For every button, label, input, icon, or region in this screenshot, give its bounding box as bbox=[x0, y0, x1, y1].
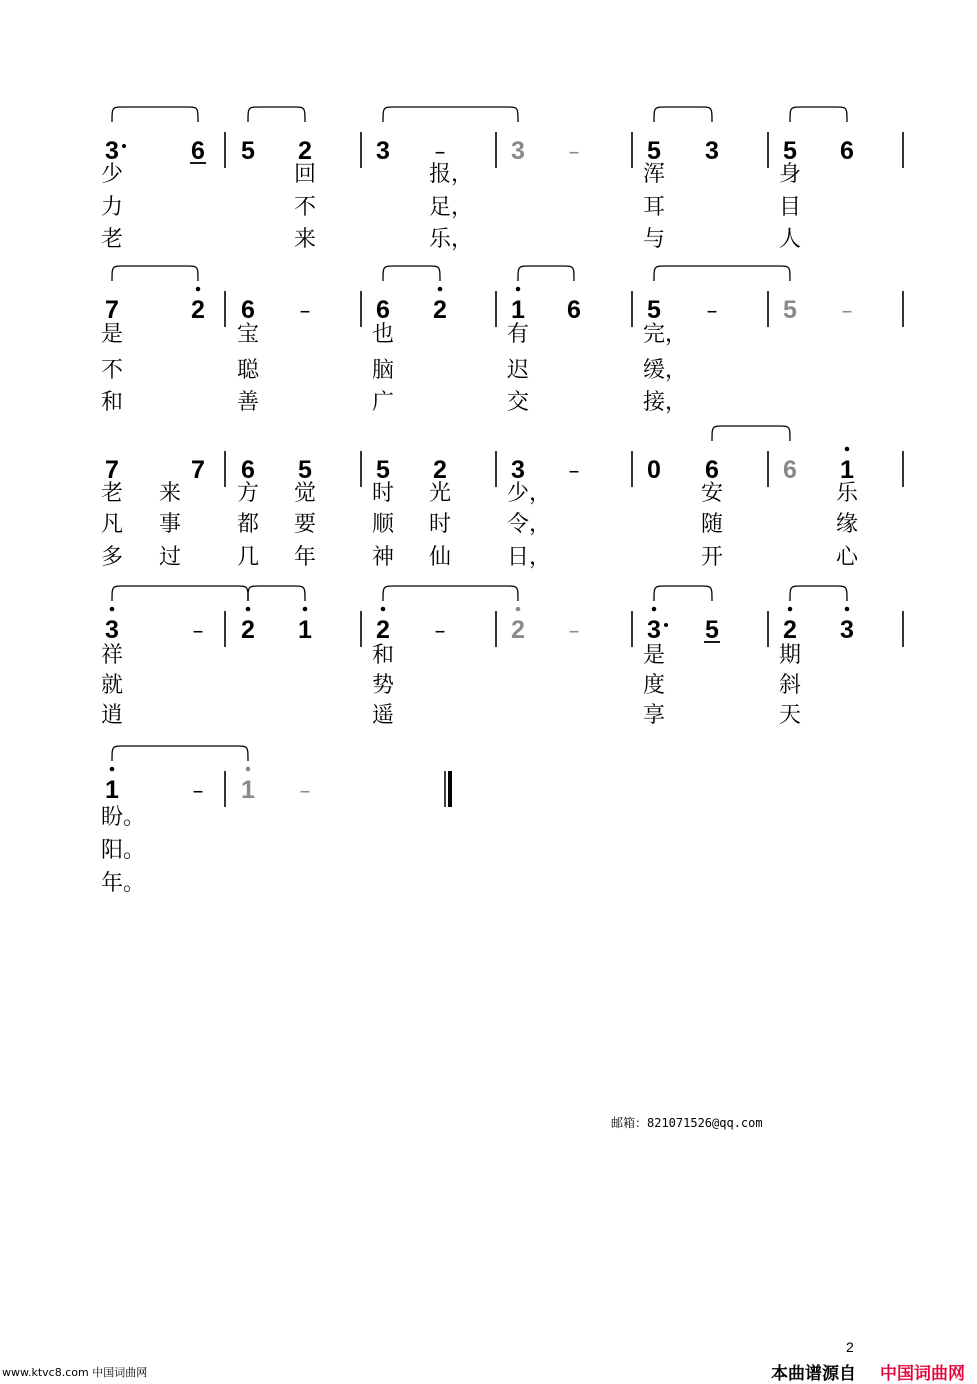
sustain-dash: – bbox=[434, 140, 446, 165]
lyric-char: 天 bbox=[779, 703, 802, 728]
sustain-dash: – bbox=[192, 619, 204, 644]
lyric-char: 报， bbox=[429, 162, 474, 187]
lyric-char: 交 bbox=[507, 390, 530, 415]
lyric-char: 和 bbox=[101, 390, 124, 415]
note: 7 bbox=[105, 456, 119, 484]
lyric-char: 也 bbox=[372, 322, 395, 347]
lyric-char: 逍 bbox=[101, 703, 124, 728]
note: 6 bbox=[783, 456, 797, 484]
note: 3 bbox=[511, 137, 525, 165]
note: 6 bbox=[705, 456, 719, 484]
lyric-char: 脑 bbox=[372, 358, 395, 383]
note: 2 bbox=[433, 456, 447, 484]
watermark-source: 本曲谱源自 bbox=[771, 1364, 856, 1384]
lyric-char: 缘 bbox=[836, 512, 859, 537]
slur bbox=[248, 586, 305, 601]
lyric-char: 善 bbox=[237, 390, 260, 415]
lyric-char: 多 bbox=[101, 545, 124, 570]
note: 6 bbox=[191, 137, 205, 165]
note: 6 bbox=[376, 296, 390, 324]
note: 5 bbox=[783, 296, 797, 324]
note: 3 bbox=[840, 616, 854, 644]
slur bbox=[112, 266, 198, 281]
lyric-char: 乐， bbox=[429, 227, 474, 252]
augmentation-dot bbox=[122, 144, 126, 148]
lyric-char: 老 bbox=[101, 227, 124, 252]
lyric-char: 有 bbox=[507, 322, 530, 347]
lyric-char: 聪 bbox=[237, 358, 260, 383]
note: 2 bbox=[783, 616, 797, 644]
sustain-dash: – bbox=[299, 779, 311, 804]
lyric-char: 斜 bbox=[779, 673, 802, 698]
octave-dot-high bbox=[845, 447, 850, 452]
site-url: www.ktvc8.com 中国词曲网 bbox=[2, 1366, 148, 1379]
lyric-char: 阳。 bbox=[101, 838, 146, 863]
lyric-char: 迟 bbox=[507, 358, 530, 383]
sustain-dash: – bbox=[568, 140, 580, 165]
lyric-char: 完， bbox=[643, 322, 688, 347]
slur bbox=[383, 266, 440, 281]
lyric-char: 和 bbox=[372, 643, 395, 668]
lyric-char: 令， bbox=[507, 512, 552, 537]
lyric-char: 几 bbox=[237, 545, 260, 570]
note: 3 bbox=[105, 616, 119, 644]
octave-dot-high bbox=[788, 607, 793, 612]
note: 5 bbox=[783, 137, 797, 165]
note: 6 bbox=[241, 456, 255, 484]
lyric-char: 力 bbox=[101, 195, 124, 220]
lyric-char: 顺 bbox=[372, 512, 395, 537]
note: 1 bbox=[298, 616, 312, 644]
lyric-char: 足， bbox=[429, 195, 474, 220]
note: 2 bbox=[376, 616, 390, 644]
note: 3 bbox=[105, 137, 119, 165]
lyric-char: 遥 bbox=[372, 703, 395, 728]
slur bbox=[383, 107, 518, 122]
lyric-char: 身 bbox=[779, 162, 802, 187]
lyric-char: 目 bbox=[779, 195, 802, 220]
note: 1 bbox=[105, 776, 119, 804]
octave-dot-high bbox=[110, 767, 115, 772]
slur bbox=[654, 107, 712, 122]
slur bbox=[712, 426, 790, 441]
sustain-dash: – bbox=[434, 619, 446, 644]
note: 5 bbox=[376, 456, 390, 484]
note: 2 bbox=[433, 296, 447, 324]
octave-dot-high bbox=[516, 287, 521, 292]
octave-dot-high bbox=[516, 607, 521, 612]
watermark-site: 中国词曲网 bbox=[880, 1364, 965, 1384]
note: 6 bbox=[241, 296, 255, 324]
slur bbox=[654, 586, 712, 601]
lyric-char: 不 bbox=[101, 358, 124, 383]
octave-dot-high bbox=[438, 287, 443, 292]
lyric-char: 年。 bbox=[101, 871, 146, 896]
lyric-char: 神 bbox=[372, 545, 395, 570]
lyric-char: 回 bbox=[294, 162, 317, 187]
slur bbox=[248, 107, 305, 122]
lyric-char: 享 bbox=[643, 703, 666, 728]
sustain-dash: – bbox=[841, 299, 853, 324]
lyric-char: 方 bbox=[237, 481, 260, 506]
lyric-char: 势 bbox=[372, 673, 395, 698]
lyric-char: 祥 bbox=[101, 643, 124, 668]
lyric-char: 就 bbox=[101, 673, 124, 698]
lyric-char: 来 bbox=[294, 227, 317, 252]
note: 3 bbox=[511, 456, 525, 484]
note: 0 bbox=[647, 456, 661, 484]
note: 3 bbox=[647, 616, 661, 644]
note: 3 bbox=[376, 137, 390, 165]
octave-dot-high bbox=[196, 287, 201, 292]
slur bbox=[383, 586, 518, 601]
note: 3 bbox=[705, 137, 719, 165]
note: 2 bbox=[241, 616, 255, 644]
note: 7 bbox=[105, 296, 119, 324]
page-number: 2 bbox=[846, 1339, 854, 1355]
note: 5 bbox=[647, 296, 661, 324]
note: 5 bbox=[647, 137, 661, 165]
slur bbox=[790, 586, 847, 601]
lyric-char: 盼。 bbox=[101, 805, 146, 830]
sustain-dash: – bbox=[192, 779, 204, 804]
sustain-dash: – bbox=[568, 459, 580, 484]
slur bbox=[518, 266, 574, 281]
octave-dot-high bbox=[303, 607, 308, 612]
sustain-dash: – bbox=[706, 299, 718, 324]
note: 1 bbox=[241, 776, 255, 804]
slur bbox=[790, 107, 847, 122]
lyric-char: 光 bbox=[429, 481, 452, 506]
note: 5 bbox=[298, 456, 312, 484]
lyric-char: 老 bbox=[101, 481, 124, 506]
lyric-char: 时 bbox=[372, 481, 395, 506]
lyric-char: 事 bbox=[159, 512, 182, 537]
note: 7 bbox=[191, 456, 205, 484]
lyric-char: 浑 bbox=[643, 162, 666, 187]
note: 5 bbox=[241, 137, 255, 165]
octave-dot-high bbox=[246, 767, 251, 772]
lyric-char: 心 bbox=[836, 545, 859, 570]
lyric-char: 少 bbox=[101, 162, 124, 187]
lyric-char: 宝 bbox=[237, 322, 260, 347]
slur bbox=[654, 266, 790, 281]
note: 2 bbox=[191, 296, 205, 324]
lyric-char: 觉 bbox=[294, 481, 317, 506]
slur bbox=[112, 746, 248, 761]
lyric-char: 凡 bbox=[101, 512, 124, 537]
lyric-char: 年 bbox=[294, 545, 317, 570]
lyric-char: 不 bbox=[294, 195, 317, 220]
augmentation-dot bbox=[664, 623, 668, 627]
octave-dot-high bbox=[381, 607, 386, 612]
lyric-char: 少， bbox=[507, 481, 552, 506]
lyric-char: 来 bbox=[159, 481, 182, 506]
lyric-char: 耳 bbox=[643, 195, 666, 220]
lyric-char: 乐 bbox=[836, 481, 859, 506]
lyric-char: 是 bbox=[643, 643, 666, 668]
note: 1 bbox=[840, 456, 854, 484]
slur bbox=[112, 107, 198, 122]
sustain-dash: – bbox=[568, 619, 580, 644]
footer-email: 邮箱：821071526@qq.com bbox=[611, 1116, 763, 1130]
octave-dot-high bbox=[246, 607, 251, 612]
lyric-char: 是 bbox=[101, 322, 124, 347]
lyric-char: 度 bbox=[643, 673, 666, 698]
lyric-char: 接， bbox=[643, 390, 688, 415]
lyric-char: 过 bbox=[159, 545, 182, 570]
lyric-char: 期 bbox=[779, 643, 802, 668]
lyric-char: 缓， bbox=[643, 358, 688, 383]
lyric-char: 与 bbox=[643, 227, 666, 252]
octave-dot-high bbox=[652, 607, 657, 612]
lyric-char: 要 bbox=[294, 512, 317, 537]
lyric-char: 安 bbox=[701, 481, 724, 506]
sustain-dash: – bbox=[299, 299, 311, 324]
lyric-char: 人 bbox=[779, 227, 802, 252]
lyric-char: 都 bbox=[237, 512, 260, 537]
lyric-char: 日， bbox=[507, 545, 552, 570]
lyric-char: 随 bbox=[701, 512, 724, 537]
lyric-char: 仙 bbox=[429, 545, 452, 570]
note: 2 bbox=[511, 616, 525, 644]
slur bbox=[112, 586, 248, 601]
note: 1 bbox=[511, 296, 525, 324]
octave-dot-high bbox=[110, 607, 115, 612]
note: 2 bbox=[298, 137, 312, 165]
note: 6 bbox=[840, 137, 854, 165]
octave-dot-high bbox=[845, 607, 850, 612]
lyric-char: 开 bbox=[701, 545, 724, 570]
note: 6 bbox=[567, 296, 581, 324]
lyric-char: 时 bbox=[429, 512, 452, 537]
note: 5 bbox=[705, 616, 719, 644]
lyric-char: 广 bbox=[372, 390, 395, 415]
